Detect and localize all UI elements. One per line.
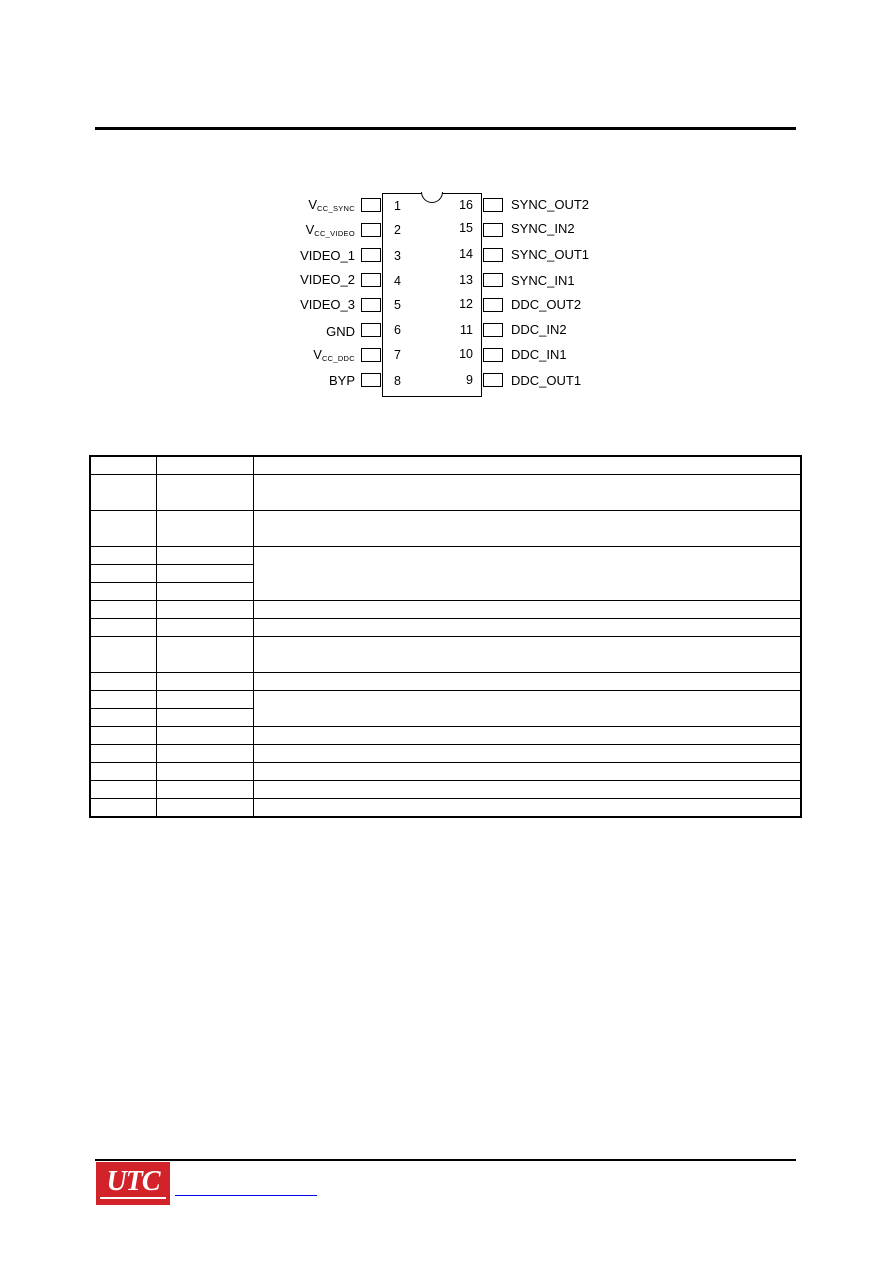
table-cell (253, 619, 801, 637)
pin-number-16: 16 (459, 198, 473, 212)
table-cell (90, 565, 156, 583)
pin-number-14: 14 (459, 247, 473, 261)
pin-name-11: DDC_IN2 (511, 322, 567, 337)
table-header-cell (156, 456, 253, 475)
pin-pad-2 (361, 223, 381, 237)
table-cell (253, 799, 801, 818)
pin-pad-15 (483, 223, 503, 237)
pin-number-1: 1 (394, 199, 401, 213)
pin-number-11: 11 (460, 323, 473, 337)
footer-website-link[interactable] (175, 1194, 317, 1196)
pin-name-10: DDC_IN1 (511, 347, 567, 362)
table-row (90, 637, 801, 673)
table-row (90, 619, 801, 637)
table-cell (253, 601, 801, 619)
pin-pad-5 (361, 298, 381, 312)
table-cell (253, 745, 801, 763)
table-cell (90, 799, 156, 818)
pin-name-5: VIDEO_3 (300, 297, 355, 312)
pin-name-16: SYNC_OUT2 (511, 197, 590, 212)
pin-description-table (89, 455, 802, 818)
pin-name-15: SYNC_IN2 (511, 221, 575, 236)
pin-pad-11 (483, 323, 503, 337)
footer-rule (95, 1159, 796, 1161)
table-cell (253, 475, 801, 511)
pin-pad-16 (483, 198, 503, 212)
table-row (90, 745, 801, 763)
table-cell (253, 691, 801, 727)
table-cell (156, 601, 253, 619)
table-cell (90, 601, 156, 619)
pin-pad-14 (483, 248, 503, 262)
table-cell (90, 547, 156, 565)
table-cell (253, 637, 801, 673)
table-cell (90, 511, 156, 547)
utc-logo (96, 1162, 170, 1205)
pin-number-8: 8 (394, 374, 401, 388)
header-rule (95, 127, 796, 130)
pin-name-2: $V_{CC\_VIDEO}$ (305, 222, 355, 238)
table-cell (156, 781, 253, 799)
pin-name-14: SYNC_OUT1 (511, 247, 590, 262)
table-cell (253, 673, 801, 691)
table-cell (156, 565, 253, 583)
table-header-cell (90, 456, 156, 475)
pin-pad-8 (361, 373, 381, 387)
table-header-row (90, 456, 801, 475)
pin-name-6: GND (326, 324, 355, 339)
pin-number-13: 13 (459, 273, 473, 287)
table-cell (156, 763, 253, 781)
logo-underline (100, 1197, 166, 1199)
table-cell (90, 691, 156, 709)
table-cell (90, 619, 156, 637)
table-row (90, 799, 801, 818)
pin-number-7: 7 (394, 348, 401, 362)
pin-number-5: 5 (394, 298, 401, 312)
pin-number-9: 9 (466, 373, 473, 387)
table-cell (253, 763, 801, 781)
pin-pad-12 (483, 298, 503, 312)
pin-number-3: 3 (394, 249, 401, 263)
pin-name-13: SYNC_IN1 (511, 273, 575, 288)
table-cell (156, 709, 253, 727)
table-cell (156, 637, 253, 673)
table-row (90, 511, 801, 547)
pin-number-15: 15 (459, 221, 473, 235)
table-row (90, 673, 801, 691)
table-cell (90, 583, 156, 601)
table-cell (253, 781, 801, 799)
pin-number-6: 6 (394, 323, 401, 337)
table-cell (156, 619, 253, 637)
table-header-cell (253, 456, 801, 475)
table-cell (90, 781, 156, 799)
pin-number-4: 4 (394, 274, 401, 288)
pin-number-2: 2 (394, 223, 401, 237)
pin-pad-7 (361, 348, 381, 362)
pin-pad-9 (483, 373, 503, 387)
pin-name-7: $V_{CC\_DDC}$ (313, 347, 355, 363)
table-cell (90, 709, 156, 727)
pin-pad-13 (483, 273, 503, 287)
table-cell (156, 799, 253, 818)
pin-pad-1 (361, 198, 381, 212)
pin-pad-4 (361, 273, 381, 287)
pin-pad-3 (361, 248, 381, 262)
table-cell (253, 727, 801, 745)
pin-name-4: VIDEO_2 (300, 272, 355, 287)
table-cell (156, 691, 253, 709)
logo-text: UTC (106, 1166, 160, 1197)
table-cell (156, 583, 253, 601)
table-cell (156, 673, 253, 691)
table-cell (90, 475, 156, 511)
pin-pad-6 (361, 323, 381, 337)
table-cell (156, 745, 253, 763)
table-row (90, 781, 801, 799)
table-cell (253, 511, 801, 547)
table-row (90, 727, 801, 745)
pin-name-9: DDC_OUT1 (511, 373, 582, 388)
table-cell (90, 745, 156, 763)
pin-pad-10 (483, 348, 503, 362)
table-cell (253, 547, 801, 601)
table-cell (90, 673, 156, 691)
table-row (90, 547, 801, 565)
table-row (90, 691, 801, 709)
pin-number-10: 10 (459, 347, 473, 361)
table-cell (156, 547, 253, 565)
pin-number-12: 12 (459, 297, 473, 311)
table-cell (90, 637, 156, 673)
table-cell (156, 727, 253, 745)
pin-name-12: DDC_OUT2 (511, 297, 582, 312)
table-row (90, 763, 801, 781)
pin-name-8: BYP (328, 373, 355, 388)
table-row (90, 601, 801, 619)
pin-name-1: $V_{CC\_SYNC}$ (308, 197, 355, 213)
table-cell (156, 475, 253, 511)
table-row (90, 475, 801, 511)
pin-name-3: VIDEO_1 (300, 248, 355, 263)
table-cell (90, 727, 156, 745)
table-cell (90, 763, 156, 781)
table-cell (156, 511, 253, 547)
